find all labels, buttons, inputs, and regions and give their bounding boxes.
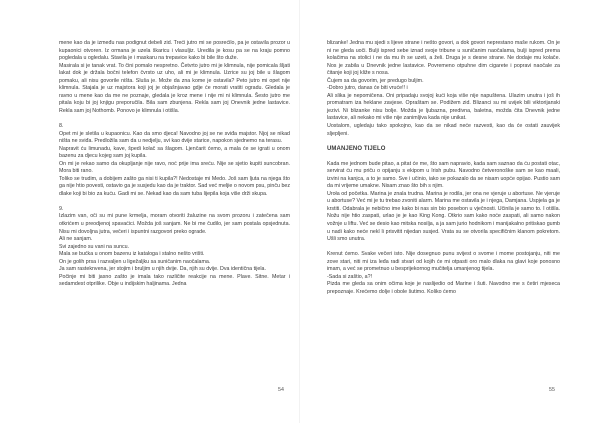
- paragraph: Kada me jednom bude pitao, a pitat će me, što sam napravio, kada sam saznao da ću postati otac, servirat ću mu priču o opijanju s ekipom u Irish pubu. Navodno četveronoške sam se kao maali, izvini na kanjca, a to je samo. Sve i učinio, iako se pokazalo da se nisam uopće opijao. Pustio sam da mi vrijeme umakne. Nisam znao što bih s njim.: [327, 160, 560, 190]
- paragraph: Izlazim van, oči su mi pune krmelja, moram otvoriti žaluzine na svom prozoru i zatečena sam otkrićem u preodjenoj spavaćici. Možda još sanjam. Ne bi me čudilo, jer sam postala opsjednuta. Nisu mi dovoljna jutra, večeri i ispuntni razgovori preko ograde.: [59, 213, 290, 235]
- paragraph: Uostalom, ugledaju tako spokojno, kao da se nikad neće razvesti, kao da će ostati zauvijek sljepljeni.: [327, 123, 560, 137]
- right-block-a: [327, 40, 560, 138]
- chapter-heading: UMANJENO TIJELO: [327, 145, 386, 152]
- paragraph: Pizda me gleda sa onim očima koje je naslijedio od Marine i šuti. Navodno me s četiri mjeseca prepoznaje. Krećemo dolje i obole šutimo. Koliko ćemo: [327, 281, 560, 295]
- paragraph: Masirala si je tanak vrat. To čini pomalo nespretno. Četvrto jutro mi je klimnula, nije pomicala šljati lakat dok je držala bočni telefon čvrsto uz uho, ali mi je klimnula. Uzrice su joj bile u šlagom pomaku, ali nisu govorile ništa. Sluša je. Može da zna kome je ostavila? Peto jutro mi opet nije klimnula. Stajala je uz majstora koji joj je objašnjavao gdje će morati vratiti ogradu. Gledala je ravno u mene kao da me ne poznaje, gledala je kroz mene i nije mi ni klimnula. Šesto jutro me pitala koju bi joj knjigu preporučila. Bila sam zbunjena. Rekla sam joj Onevnik jedne lastavice. Rekla sam joj Nothomb. Ponovo je klimnula i otišla.: [59, 62, 290, 114]
- paragraph: Krenut ćemo. Svake večeri isto. Nije dosegnuo punu svijest o svome i mome postojanju, niti me zove stari, niti mi iza leđa radi stvari od kojih će mi otpasti oro malo dlaka na glavi koje ponosno imam, a već se prometnuo u besprijekornog mučitelja umanjenog tijela.: [327, 251, 560, 273]
- paragraph: Svi zajedno su vani na suncu.: [59, 243, 130, 250]
- paragraph: Uroła od početka. Marina je znala trudna. Marina je rodila, jer ona ne vjeruje u abortuse. Ne vjeruje u abortuse? Već mi je tu trebao zvoniti alarm. Marina me ostavila je i njega, Damjana. Uspjela ga je krstiti. Odabrala je nebično ime kako bi nas sin bio posebon u vječnosti. Učinila je samo to. I otišla. Nožu nije htio zaspati, urlao je je kao King Kong. Otkrio sam kako noće zaspati, ali samo nakon vožnje u liftu. Već se desio kao mitska nosilja, a ja sam jurio hodnikom i manijakalno pritiskao gumb u nadi kako neće nekl li prisvitit nijedan susjed. Vrata su se otvorila specifičnim klanom pokretom. Ušli smo unutra.: [327, 190, 560, 243]
- left-text-column: [59, 40, 290, 289]
- paragraph: Napravit ću limunadu, kave, špedi kolač sa šlagom. Ljenčarit ćemo, a mala će se igrati u onom bazenu za djecu kojeg sam joj kupila.: [59, 145, 290, 160]
- paragraph: -Dobro jutro, danas će biti vruće!! i: [327, 85, 408, 92]
- paragraph: Čujem sa da govorim, jer predugo buljim.: [327, 77, 424, 84]
- paragraph: Opet mi je sletila u kupaonicu. Kao da smo djeca! Navodno joj se ne sviđa majstor. Njoj se nikad ništa ne sviđa. Predložila sam da u nedjelju, svi kao dvije starice, napokon sjednemo na terasu.: [59, 130, 290, 145]
- paragraph: Mala se bućka u onom bazenu iz kataloga i stalno nešto vrišti.: [59, 251, 205, 258]
- section-number-8: 8.: [59, 122, 64, 129]
- right-block-b: [327, 161, 560, 297]
- page-number: 54: [278, 387, 284, 393]
- paragraph: Počinje mi biti jasno zašto je imala tako različite reakcije na mene. Plave. Sitne. Metar i sedamdest otprilike. Obje u indijskim haljinama. Jedna: [59, 273, 290, 288]
- left-block-b: [59, 131, 290, 199]
- paragraph: Toliko se trudim, a dobijem zašto ga nisi ti kupila?! Nedostaje mi Medo. Još sam ljuta na njega što ga nije htio povesti, ostavio ga je susjedu kao da je traktor. Sad već meljie o novom psu, pinču bez dlake koji bi bio za kuću. Gadi mi se. Nekad kao da sam tuba lijepila koja više drži skupa.: [59, 175, 290, 197]
- paragraph: mene kao da je između nas podignut debeli zid. Treći jutro mi se posrećilo, pa je ostavila prozor u kupaonici otvoren. Iz ormana je uzela škaricu i vlasuljiz. Uredila je kosu pa se na kraju pomno pogledala u ogledalu. Stavila je i maskaru na trepavice kako bi bile što duže.: [59, 40, 290, 62]
- left-block-a: [59, 40, 290, 115]
- right-text-column: [327, 40, 560, 296]
- section-number-9: 9.: [59, 205, 64, 212]
- paragraph: Ja sam rasteknvena, jer stojim i bruljim u njih dvije. Da, njih su dvije. Dva identična tijela.: [59, 266, 266, 273]
- page-number: 55: [549, 387, 555, 393]
- paragraph: Ali ne sanjam.: [59, 236, 93, 243]
- paragraph: blizanke! Jedna mu sjedi s lijeve strane i nešto govori, a dok govori neprestano maše rukom. On je ni ne gleda uoči. Bulji ispred sebe iznad svoje tribune u suničanim naočalama, bulji ispred prema kolačima na stolici i ne da mu ih se uzeti, a želi. Druga je s desne strane. Ne dodaje mu kolače. Nos je zabila u Dnevnik jedne lastavice. Povremeno otpuhne dim cigarete i popravi naočale za čitanje koji joj kliže s nosa.: [327, 40, 560, 77]
- paragraph: -Sada si zaštio, a?!: [327, 273, 373, 280]
- left-block-c: [59, 213, 290, 288]
- paragraph: On mi je rekao samo da okupljanje nije ravo, noć prije ima sreću. Nije se sjetio kupiti suncobran. Mora biti rano.: [59, 160, 290, 175]
- right-page: [300, 0, 600, 423]
- paragraph: On je golih prsa i razvaljen u ligežaljku sa suničanim naočalama.: [59, 258, 211, 265]
- paragraph: Ali slika je nepomičena. Oni pripadaju svojoj kući koja više nije napuštena. Ulazim unutra i još ih promatram iza heklane zavjese. Opraštam se. Podižem zid. Blizanci su mi uvijek bili viktorijanski jezivi. Ni blizanke nisu bolje. Možda je ljubazna, predivna, baletna, možda čita Dnevnik jedne lastavice, ali nekako mi više nije zanimljiva kada nije unikat.: [327, 92, 560, 122]
